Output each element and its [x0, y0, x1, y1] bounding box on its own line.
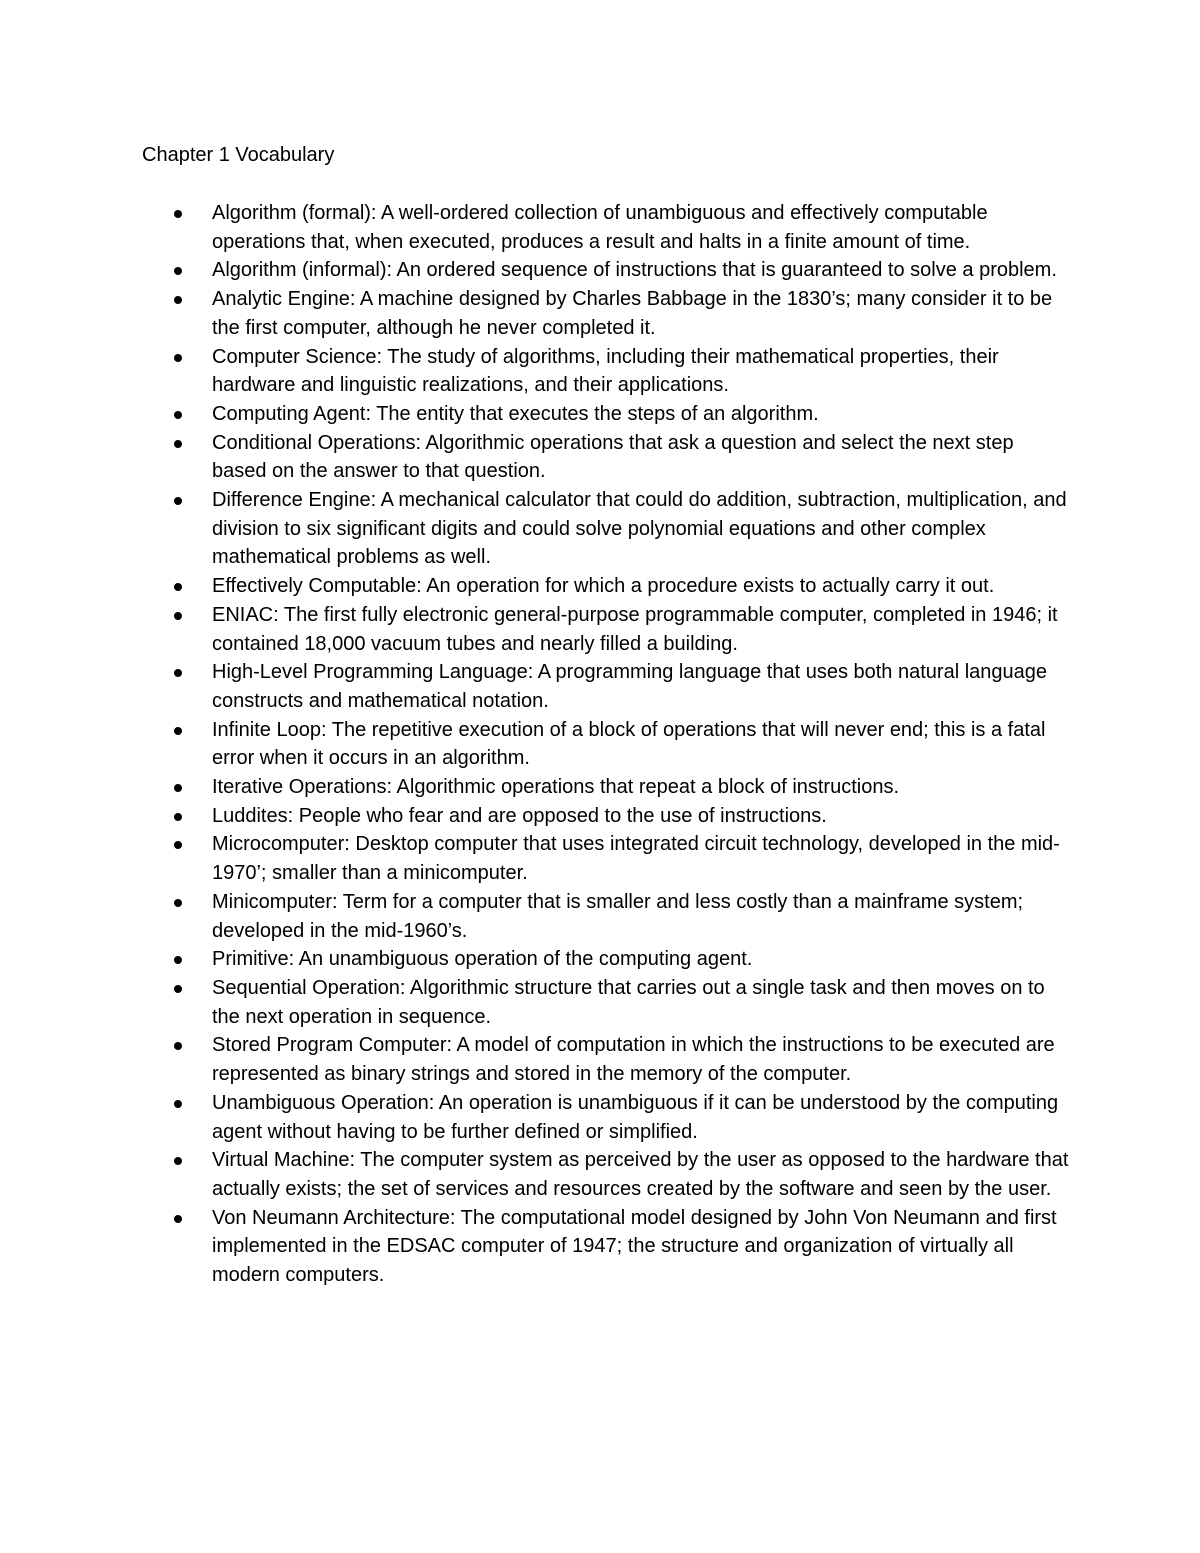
- bullet-icon: [174, 727, 182, 735]
- list-item-text: Von Neumann Architecture: The computational model designed by John Von Neumann and first implemented in the EDSAC computer of 1947; the structure and organization of virtually all modern computers.: [212, 1206, 1057, 1287]
- list-item-text: Virtual Machine: The computer system as perceived by the user as opposed to the hardware that actually exists; the set of services and resources created by the software and seen by the user.: [212, 1149, 1069, 1200]
- list-item: [172, 400, 1072, 429]
- bullet-icon: [174, 440, 182, 448]
- list-item-text: Unambiguous Operation: An operation is unambiguous if it can be understood by the computing agent without having to be further defined or simplified.: [212, 1091, 1059, 1143]
- list-item-text: ENIAC: The first fully electronic general-purpose programmable computer, completed in 1946; it contained 18,000 vacuum tubes and nearly filled a building.: [212, 603, 1058, 655]
- bullet-icon: [174, 1215, 182, 1223]
- list-item: [172, 572, 1072, 601]
- bullet-icon: [174, 1100, 182, 1108]
- list-item-text: Sequential Operation: Algorithmic structure that carries out a single task and then moves on to the next operation in sequence.: [212, 976, 1045, 1028]
- list-item: [172, 429, 1072, 486]
- bullet-icon: [174, 1042, 182, 1050]
- bullet-icon: [174, 354, 182, 362]
- bullet-icon: [174, 841, 182, 849]
- list-item: [172, 974, 1072, 1031]
- list-item: [172, 256, 1072, 285]
- list-item: [172, 802, 1072, 831]
- list-item-text: Infinite Loop: The repetitive execution of a block of operations that will never end; this is a fatal error when it occurs in an algorithm.: [212, 718, 1046, 770]
- list-item-text: Difference Engine: A mechanical calculator that could do addition, subtraction, multiplication, and division to six significant digits and could solve polynomial equations and other complex mathematical problems as well.: [212, 489, 1067, 569]
- bullet-icon: [174, 411, 182, 419]
- bullet-icon: [174, 583, 182, 591]
- list-item-text: Minicomputer: Term for a computer that is smaller and less costly than a mainframe system; developed in the mid-1960’s.: [212, 890, 1024, 942]
- list-item: [172, 830, 1072, 887]
- list-item-text: Computing Agent: The entity that executes the steps of an algorithm.: [212, 402, 819, 425]
- list-item: [172, 716, 1072, 773]
- list-item-text: Effectively Computable: An operation for which a procedure exists to actually carry it out.: [212, 575, 995, 598]
- list-item-text: Computer Science: The study of algorithms, including their mathematical properties, their hardware and linguistic realizations, and their applications.: [212, 345, 999, 397]
- list-item: [172, 1204, 1072, 1290]
- list-item: [172, 773, 1072, 802]
- list-item: [172, 486, 1072, 572]
- list-item-text: Luddites: People who fear and are opposed to the use of instructions.: [212, 804, 827, 827]
- bullet-icon: [174, 497, 182, 505]
- page-title: Chapter 1 Vocabulary: [142, 144, 335, 166]
- list-item-text: Algorithm (informal): An ordered sequence of instructions that is guaranteed to solve a problem.: [212, 259, 1057, 282]
- list-item: [172, 945, 1072, 974]
- list-item-text: Algorithm (formal): A well-ordered collection of unambiguous and effectively computable operations that, when executed, produces a result and halts in a finite amount of time.: [212, 202, 988, 253]
- list-item-text: Conditional Operations: Algorithmic operations that ask a question and select the next step based on the answer to that question.: [212, 431, 1014, 483]
- list-item: [172, 601, 1072, 658]
- bullet-icon: [174, 669, 182, 677]
- list-item: [172, 1031, 1072, 1088]
- list-item: [172, 343, 1072, 400]
- list-item: [172, 285, 1072, 342]
- bullet-icon: [174, 210, 182, 218]
- bullet-icon: [174, 784, 182, 792]
- bullet-icon: [174, 296, 182, 304]
- bullet-icon: [174, 985, 182, 993]
- list-item-text: Analytic Engine: A machine designed by Charles Babbage in the 1830’s; many consider it to be the first computer, although he never completed it.: [212, 288, 1053, 339]
- list-item-text: Microcomputer: Desktop computer that uses integrated circuit technology, developed in the mid-1970’; smaller than a minicomputer.: [212, 833, 1060, 885]
- vocabulary-list: [172, 199, 1072, 1290]
- list-item: [172, 658, 1072, 715]
- bullet-icon: [174, 1157, 182, 1165]
- bullet-icon: [174, 899, 182, 907]
- list-item-text: Iterative Operations: Algorithmic operations that repeat a block of instructions.: [212, 776, 900, 799]
- list-item: [172, 1146, 1072, 1203]
- bullet-icon: [174, 612, 182, 620]
- list-item: [172, 1089, 1072, 1146]
- bullet-icon: [174, 956, 182, 964]
- bullet-icon: [174, 813, 182, 821]
- list-item-text: Stored Program Computer: A model of computation in which the instructions to be executed are represented as binary strings and stored in the memory of the computer.: [212, 1034, 1055, 1086]
- list-item: [172, 199, 1072, 256]
- list-item-text: High-Level Programming Language: A programming language that uses both natural language constructs and mathematical notation.: [212, 661, 1047, 712]
- bullet-icon: [174, 267, 182, 275]
- list-item-text: Primitive: An unambiguous operation of the computing agent.: [212, 948, 753, 971]
- list-item: [172, 888, 1072, 945]
